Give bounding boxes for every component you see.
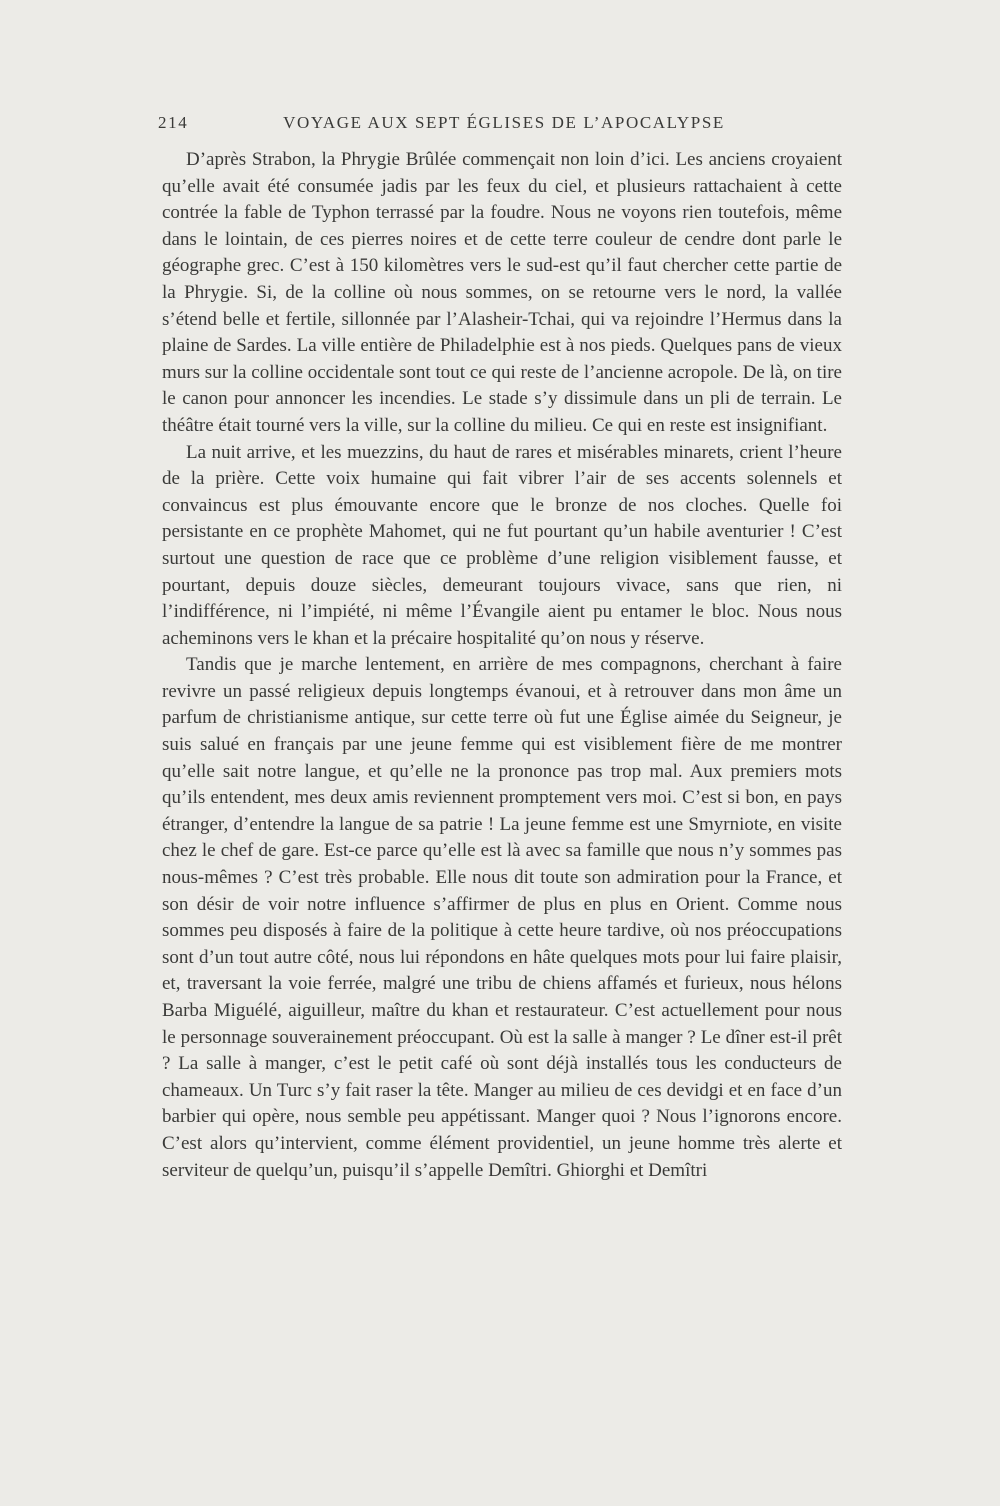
body-text (162, 147, 842, 1184)
running-head (158, 113, 850, 141)
paragraph-muezzins: La nuit arrive, et les muezzins, du haut de rares et misérables minarets, crient l’heure de la prière. Cette voix humaine qui fait vibrer l’air de ses accents solennels et convaincus est plus émouvante encore que le bronze de nos cloches. Quelle foi persistante en ce prophète Mahomet, qui ne fut pourtant qu’un habile aventurier ! C’est surtout une question de race que ce problème d’une religion visiblement fausse, et pourtant, depuis douze siècles, demeurant toujours vivace, sans que rien, ni l’indifférence, ni l’impiété, ni même l’Évangile aient pu entamer le bloc. Nous nous acheminons vers le khan et la précaire hospitalité qu’on nous y réserve. (162, 441, 842, 649)
page-number: 214 (158, 113, 189, 132)
paragraph-smyrniote: Tandis que je marche lentement, en arrière de mes compagnons, cherchant à faire revivre un passé religieux depuis longtemps évanoui, et à retrouver dans mon âme un parfum de christianisme antique, sur cette terre où fut une Église aimée du Seigneur, je suis salué en français par une jeune femme qui est visiblement fière de me montrer qu’elle sait notre langue, et qu’elle ne la prononce pas trop mal. Aux premiers mots qu’ils entendent, mes deux amis reviennent promptement vers moi. C’est si bon, en pays étranger, d’entendre la langue de sa patrie ! La jeune femme est une Smyrniote, en visite chez le chef de gare. Est-ce parce qu’elle est là avec sa famille que nous n’y sommes pas nous-mêmes ? C’est très probable. Elle nous dit toute son admiration pour la France, et son désir de voir notre influence s’affirmer de plus en plus en Orient. Comme nous sommes peu disposés à faire de la politique à cette heure tardive, où nos préoccupations sont d’un tout autre côté, nous lui répondons en hâte quelques mots pour lui faire plaisir, et, traversant la voie ferrée, malgré une tribu de chiens affamés et furieux, nous hélons Barba Miguélé, aiguilleur, maître du khan et restaurateur. C’est actuellement pour nous le personnage souverainement préoccupant. Où est la salle à manger ? Le dîner est-il prêt ? La salle à manger, c’est le petit café où sont déjà installés tous les conducteurs de chameaux. Un Turc s’y fait raser la tête. Manger au milieu de ces devidgi et en face d’un barbier qui opère, nous semble peu appétissant. Manger quoi ? Nous l’ignorons encore. C’est alors qu’intervient, comme élément providentiel, un jeune homme très alerte et serviteur de quelqu’un, puisqu’il s’appelle Demîtri. Ghiorghi et Demîtri (162, 654, 842, 1181)
running-title: VOYAGE AUX SEPT ÉGLISES DE L’APOCALYPSE (283, 113, 725, 132)
paragraph-strabon: D’après Strabon, la Phrygie Brûlée commençait non loin d’ici. Les anciens croyaient qu’elle avait été consumée jadis par les feux du ciel, et plusieurs rattachaient à cette contrée la fable de Typhon terrassé par la foudre. Nous ne voyons rien toutefois, même dans le lointain, de ces pierres noires et de cette terre couleur de cendre dont parle le géographe grec. C’est à 150 kilomètres vers le sud-est qu’il faut chercher cette partie de la Phrygie. Si, de la colline où nous sommes, on se retourne vers le nord, la vallée s’étend belle et fertile, sillonnée par l’Alasheir-Tchai, qui va rejoindre l’Hermus dans la plaine de Sardes. La ville entière de Philadelphie est à nos pieds. Quelques pans de vieux murs sur la colline occidentale sont tout ce qui reste de l’ancienne acropole. De là, on tire le canon pour annoncer les incendies. Le stade s’y dissimule dans un pli de terrain. Le théâtre était tourné vers la ville, sur la colline du milieu. Ce qui en reste est insignifiant. (162, 149, 842, 436)
